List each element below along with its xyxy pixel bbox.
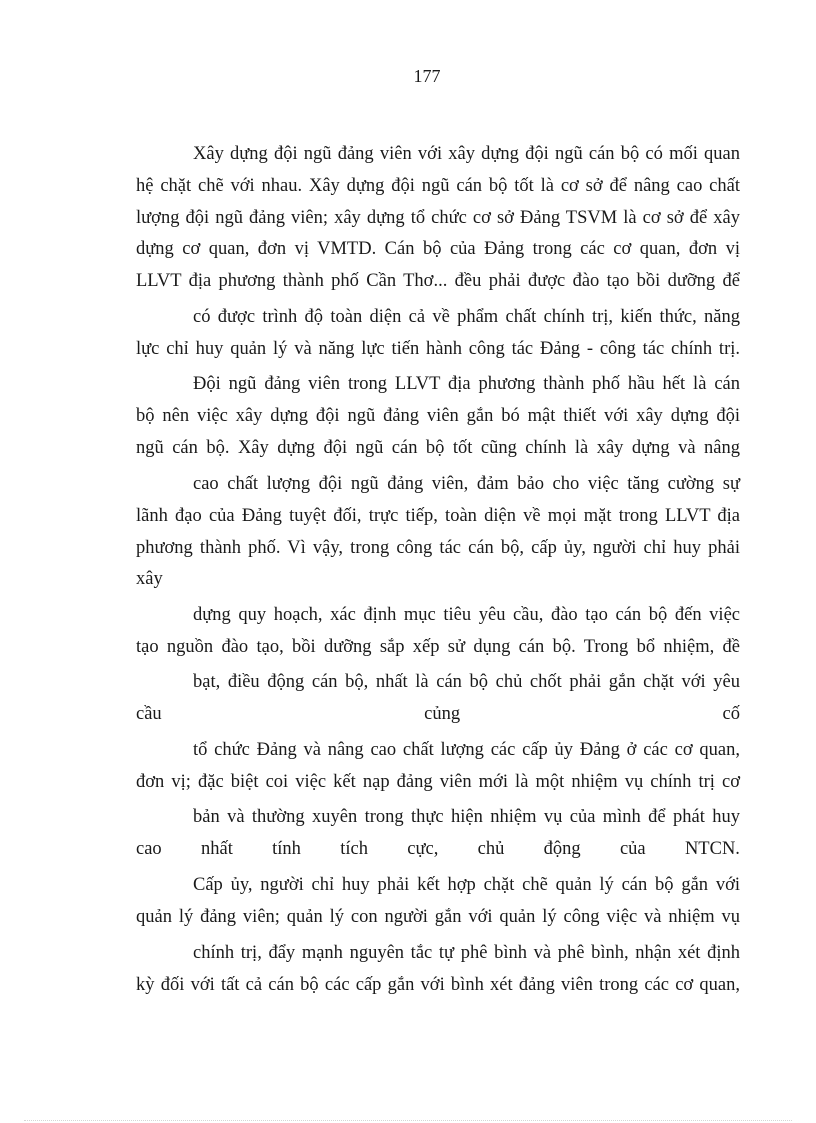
word: cao: [136, 839, 162, 859]
text-line: phương thành phố. Vì vậy, trong công tác cán bộ, cấp ủy, người chỉ huy phải: [136, 538, 740, 558]
word: NTCN.: [684, 839, 740, 859]
text-line-spread: [136, 703, 740, 725]
text-line: đơn vị; đặc biệt coi việc kết nạp đảng viên mới là một nhiệm vụ chính trị cơ: [136, 772, 740, 792]
text-line: xây: [136, 569, 163, 589]
word: củng: [424, 704, 461, 724]
word: nhất: [200, 839, 233, 859]
text-line: LLVT địa phương thành phố Cần Thơ... đều phải được đào tạo bồi dưỡng để: [136, 271, 740, 291]
text-line: quản lý đảng viên; quản lý con người gắn với quản lý công việc và nhiệm vụ: [136, 907, 740, 927]
text-line: Đội ngũ đảng viên trong LLVT địa phương thành phố hầu hết là cán: [193, 374, 740, 394]
text-line: lãnh đạo của Đảng tuyệt đối, trực tiếp, toàn diện về mọi mặt trong LLVT địa: [136, 506, 740, 526]
text-line: lượng đội ngũ đảng viên; xây dựng tổ chức cơ sở Đảng TSVM là cơ sở để xây: [136, 208, 740, 228]
word: tính: [272, 839, 301, 859]
text-line: tổ chức Đảng và nâng cao chất lượng các cấp ủy Đảng ở các cơ quan,: [193, 740, 740, 760]
text-line: ngũ cán bộ. Xây dựng đội ngũ cán bộ tốt cũng chính là xây dựng và nâng: [136, 438, 740, 458]
text-line: chính trị, đẩy mạnh nguyên tắc tự phê bình và phê bình, nhận xét định: [193, 943, 740, 963]
word: động: [543, 839, 581, 859]
text-line: có được trình độ toàn diện cả về phẩm chất chính trị, kiến thức, năng: [193, 307, 740, 327]
text-line: Cấp ủy, người chỉ huy phải kết hợp chặt chẽ quản lý cán bộ gắn với: [193, 875, 740, 895]
word: chủ: [477, 839, 505, 859]
text-line: kỳ đối với tất cả cán bộ các cấp gắn với bình xét đảng viên trong các cơ quan,: [136, 975, 740, 995]
text-line: dựng quy hoạch, xác định mục tiêu yêu cầu, đào tạo cán bộ đến việc: [193, 605, 740, 625]
text-line-spread: [136, 838, 740, 860]
word: tích: [340, 839, 368, 859]
text-line: hệ chặt chẽ với nhau. Xây dựng đội ngũ cán bộ tốt là cơ sở để nâng cao chất: [136, 176, 740, 196]
word: của: [619, 839, 646, 859]
text-line: dựng cơ quan, đơn vị VMTD. Cán bộ của Đảng trong các cơ quan, đơn vị: [136, 239, 740, 259]
text-line: tạo nguồn đào tạo, bồi dưỡng sắp xếp sử dụng cán bộ. Trong bổ nhiệm, đề: [136, 637, 740, 657]
text-line: cao chất lượng đội ngũ đảng viên, đảm bảo cho việc tăng cường sự: [193, 474, 740, 494]
word: cực,: [407, 839, 439, 859]
word: cố: [722, 704, 740, 724]
text-line: bộ nên việc xây dựng đội ngũ đảng viên gắn bó mật thiết với xây dựng đội: [136, 406, 740, 426]
text-line: bản và thường xuyên trong thực hiện nhiệm vụ của mình để phát huy: [193, 807, 740, 827]
text-line: bạt, điều động cán bộ, nhất là cán bộ chủ chốt phải gắn chặt với yêu: [193, 672, 740, 692]
page-number: 177: [413, 66, 441, 86]
page-bottom-divider: [24, 1120, 792, 1121]
text-line: Xây dựng đội ngũ đảng viên với xây dựng đội ngũ cán bộ có mối quan: [193, 144, 740, 164]
word: cầu: [136, 704, 162, 724]
text-line: lực chỉ huy quản lý và năng lực tiến hành công tác Đảng - công tác chính trị.: [136, 339, 740, 359]
